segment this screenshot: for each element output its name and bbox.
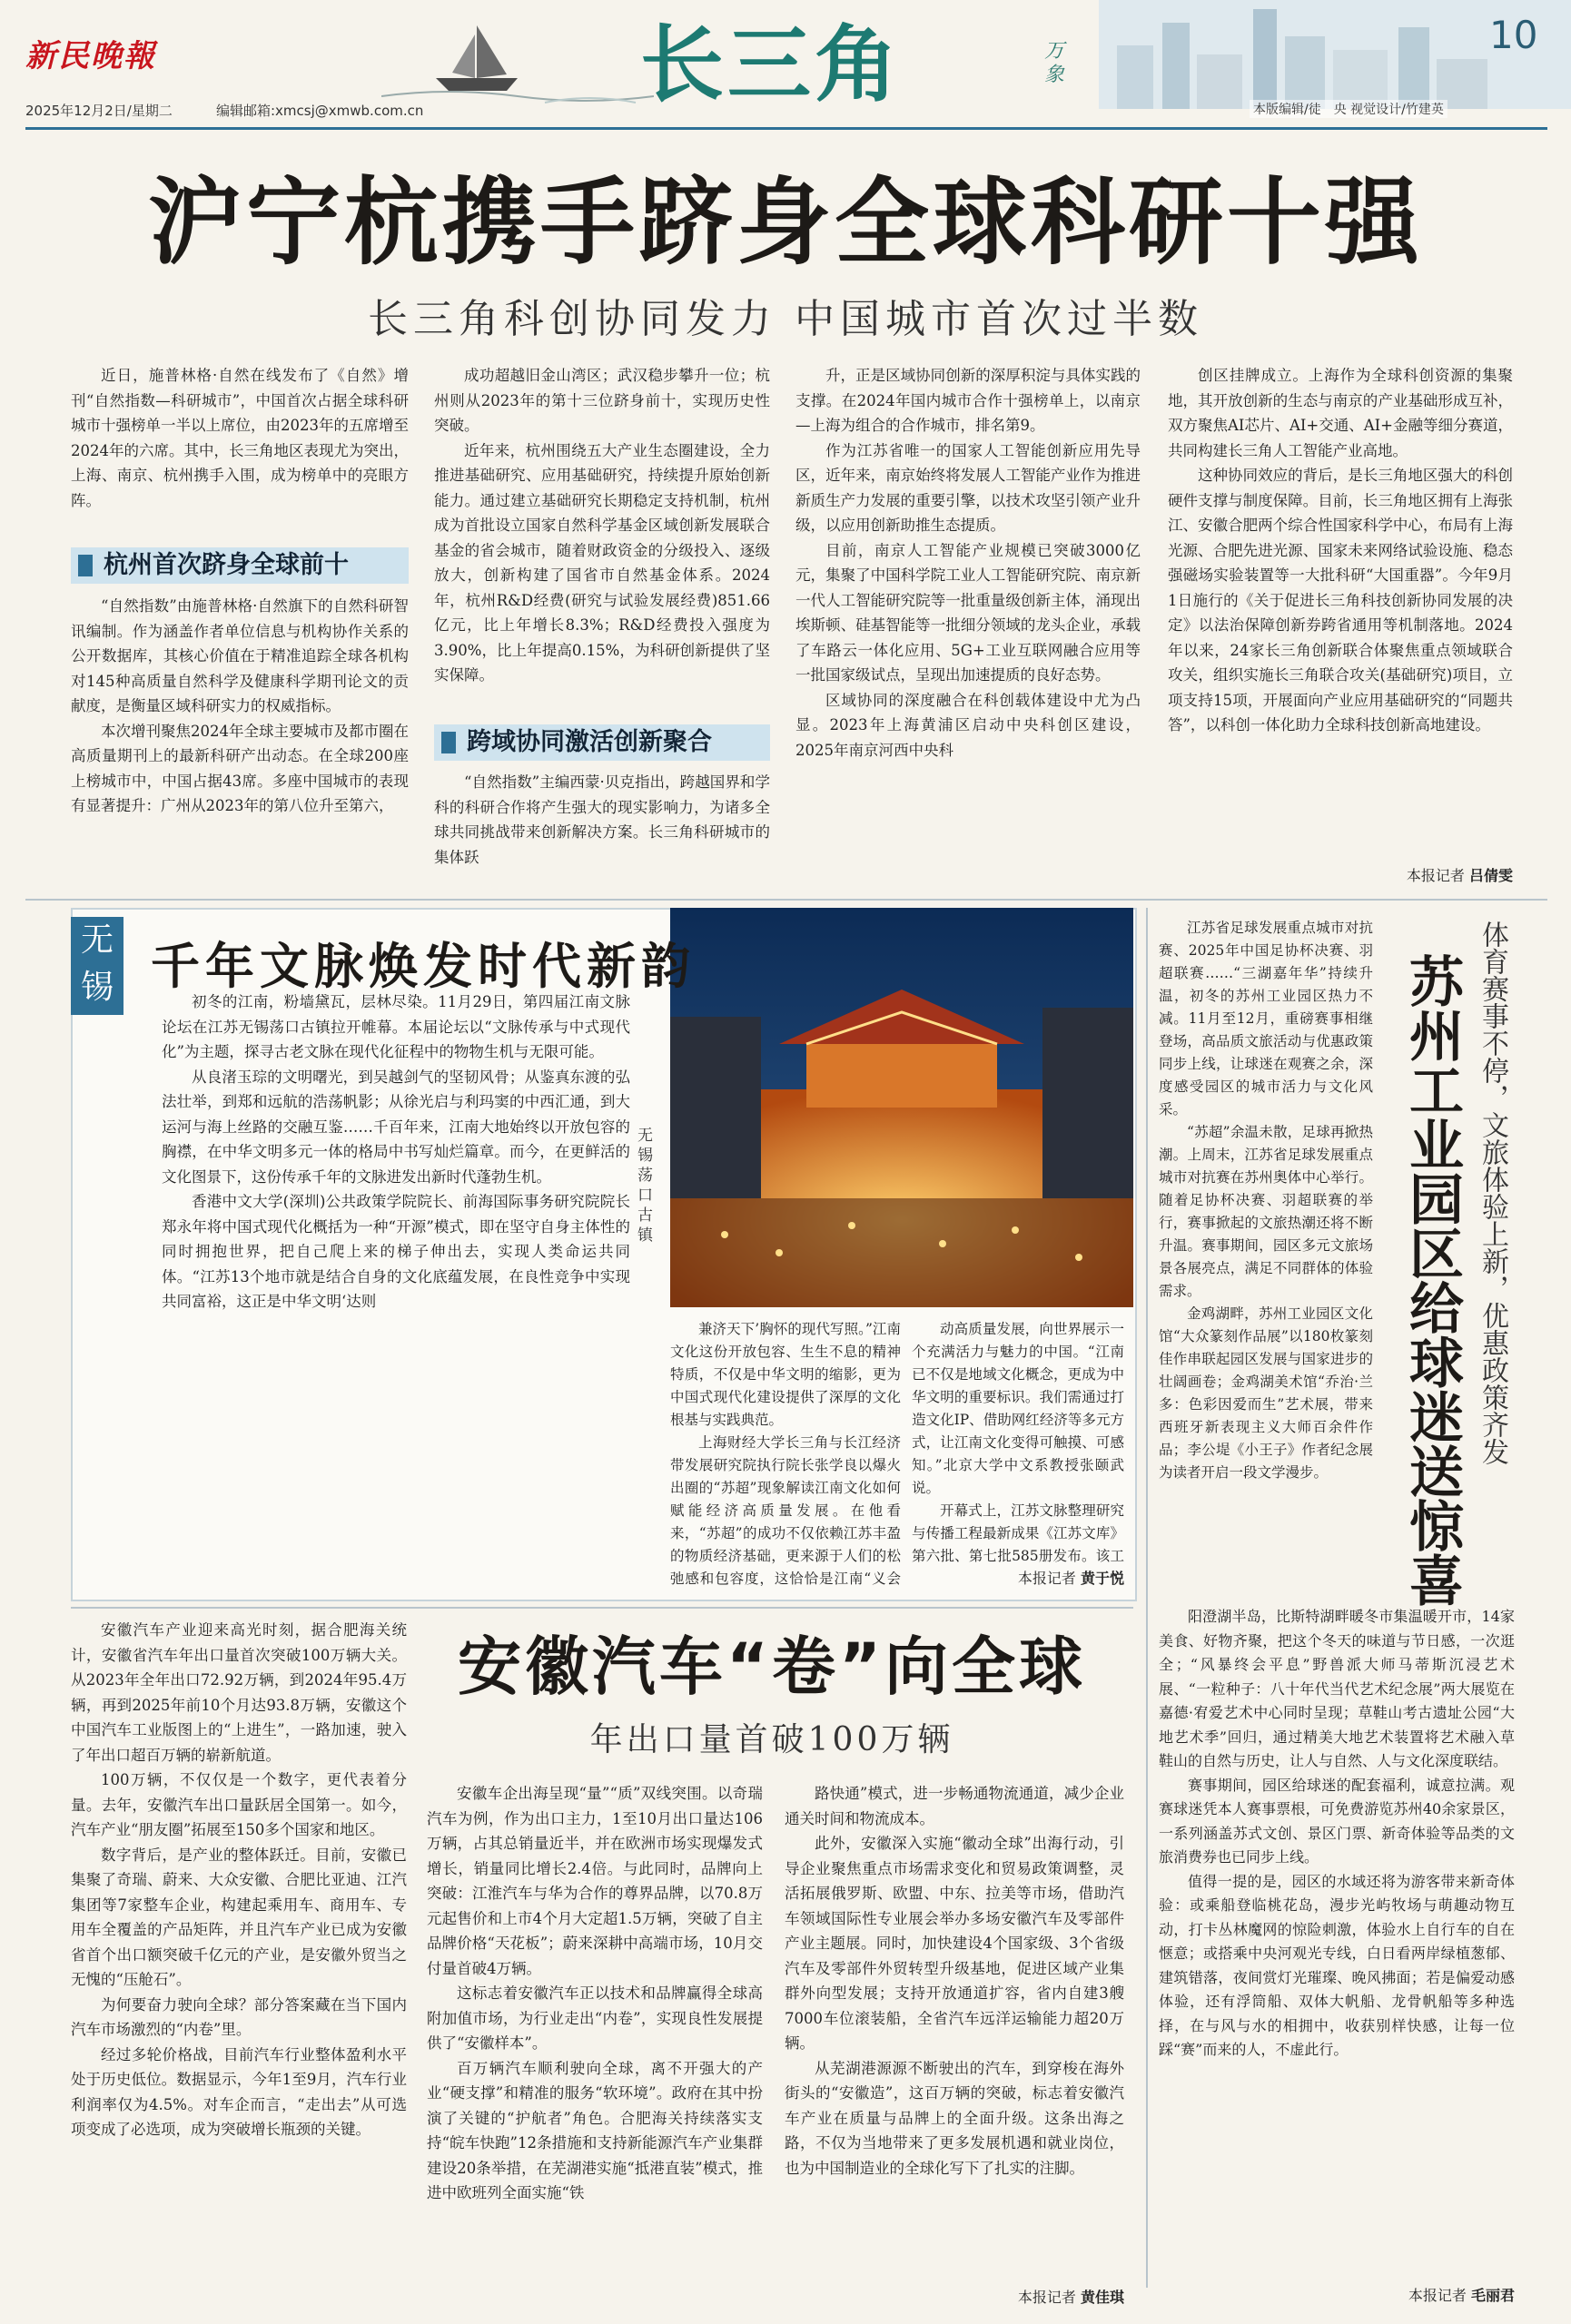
lead-paragraph: 创区挂牌成立。上海作为全球科创资源的集聚地，其开放创新的生态与南京的产业基础形成互补，双方聚焦AI芯片、AI+交通、AI+金融等细分赛道，共同构建长三角人工智能产业高地。 — [1168, 367, 1513, 459]
lead-subhead-cross-region: 跨域协同激活创新聚合 — [434, 724, 770, 761]
section-title: 长三角 — [640, 15, 903, 113]
suzhou-paragraph: “苏超”余温未散，足球再掀热潮。上周末，江苏省足球发展重点城市对抗赛在苏州奥体中心举行。随着足协杯决赛、羽超联赛的举行，赛事掀起的文旅热潮还将不断升温。赛事期间，园区多元文旅场景各展亮点，满足不同群体的体验需求。 — [1159, 1124, 1373, 1299]
wuxi-tag-char: 无 — [80, 921, 114, 959]
lead-paragraph: 升，正是区域协同创新的深厚积淀与具体实践的支撑。在2024年国内城市合作十强榜单上，以南京—上海为组合的合作城市，排名第9。 — [795, 367, 1141, 434]
wuxi-column-2 — [670, 1318, 901, 1586]
suzhou-paragraph: 阳澄湖半岛，比斯特湖畔暖冬市集温暖开市，14家美食、好物齐聚，把这个冬天的味道与节日感，一次逛全；“风暴终会平息”野兽派大师马蒂斯沉浸艺术展、“一粒种子：八十年代当代艺术纪念展”两大展览在嘉德·宥爱艺术中心同时呈现；草鞋山考古遗址公园“大地艺术季”回归，通过精美大地艺术装置将艺术融入草鞋山的自然与历史，让人与自然、人与文化深度联结。 — [1159, 1608, 1515, 1769]
anhui-column-2 — [427, 1781, 763, 2317]
suzhou-kicker: 体育赛事不停，文旅体验上新，优惠政策齐发 — [1477, 921, 1508, 1465]
lead-column-4 — [1168, 363, 1513, 862]
credits: 本版编辑/徒 央 视觉设计/竹建英 — [1250, 100, 1447, 118]
section-divider — [71, 1607, 1133, 1609]
anhui-byline — [785, 2286, 1124, 2307]
lead-paragraph: 区域协同的深度融合在科创载体建设中尤为凸显。2023年上海黄浦区启动中央科创区建设，2025年南京河西中央科 — [795, 691, 1141, 759]
byline-label: 本报记者 — [1406, 867, 1465, 884]
wuxi-paragraph: 开幕式上，江苏文脉整理研究与传播工程最新成果《江苏文库》第六批、第七批585册发布。该工 — [912, 1502, 1124, 1563]
anhui-paragraph: 此外，安徽深入实施“徽动全球”出海行动，引导企业聚焦重点市场需求变化和贸易政策调整，灵活拓展俄罗斯、欧盟、中东、拉美等市场，借助汽车领域国际性专业展会举办多场安徽汽车及零部件产业主题展。同时，加快建设4个国家级、3个省级汽车及零部件外贸转型升级基地，促进区域产业集群外向型发展；支持开放通道扩容，省内自建3艘7000车位滚装船，全省汽车远洋运输能力超20万辆。 — [785, 1835, 1124, 2052]
wuxi-headline: 千年文脉焕发时代新韵 — [151, 938, 696, 995]
anhui-subheadline: 年出口量首破100万辆 — [589, 1721, 954, 1758]
wuxi-photo — [670, 908, 1133, 1307]
byline-label: 本报记者 — [1408, 2287, 1467, 2304]
editor-email: 编辑邮箱:xmcsj@xmwb.com.cn — [216, 103, 424, 119]
lead-paragraph: 近年来，杭州围绕五大产业生态圈建设，全力推进基础研究、应用基础研究，持续提升原始创新能力。通过建立基础研究长期稳定支持机制，杭州成为首批设立国家自然科学基金区域创新发展联合基金的省会城市，随着财政资金的分级投入、逐级放大，创新构建了国省市自然基金体系。2024年，杭州R&D经费(研究与试验发展经费)851.66亿元，比上年增长8.3%；R&D经费投入强度为3.90%，比上年提高0.15%，为科研创新提供了坚实保障。 — [434, 441, 770, 684]
paper-logo: 新民晚報 — [25, 38, 156, 74]
anhui-paragraph: 从芜湖港源源不断驶出的汽车，到穿梭在海外街头的“安徽造”，这百万辆的突破，标志着安徽汽车产业在质量与品牌上的全面升级。这条出海之路，不仅为当地带来了更多发展机遇和就业岗位，也为中国制造业的全球化写下了扎实的注脚。 — [785, 2059, 1124, 2177]
wuxi-paragraph: 上海财经大学长三角与长江经济带发展研究院执行院长张学良以爆火出圈的“苏超”现象解读江南文化如何赋能经济高质量发展。在他看来，“苏超”的成功不仅依赖江苏丰盈的物质经济基础，更来源于人们的松弛感和包容度，这恰恰是江南“义会 — [670, 1434, 901, 1586]
anhui-paragraph: 路快通”模式，进一步畅通物流通道，减少企业通关时间和物流成本。 — [785, 1785, 1124, 1827]
lead-subhead-hangzhou: 杭州首次跻身全球前十 — [71, 547, 409, 584]
lead-column-3 — [795, 363, 1141, 890]
lead-column-2b — [434, 770, 770, 890]
suzhou-column-bottom — [1159, 1605, 1515, 2277]
wuxi-paragraph: 兼济天下’胸怀的现代写照。”江南文化这份开放包容、生生不息的精神特质，不仅是中华文明的缩影，更为中国式现代化建设提供了深厚的文化根基与实践典范。 — [670, 1321, 901, 1428]
boat-illustration-icon — [381, 7, 654, 112]
suzhou-byline — [1159, 2284, 1515, 2305]
anhui-column-3 — [785, 1781, 1124, 2285]
lead-column-1 — [71, 363, 409, 536]
column-divider — [1146, 908, 1148, 2288]
anhui-paragraph: 这标志着安徽汽车正以技术和品牌赢得全球高附加值市场，为行业走出“内卷”，实现良性发展提供了“安徽样本”。 — [427, 1984, 763, 2052]
suzhou-paragraph: 江苏省足球发展重点城市对抗赛、2025年中国足协杯决赛、羽超联赛……“三湖嘉年华”持续升温，初冬的苏州工业园区热力不减。11月至12月，重磅赛事相继登场，高品质文旅活动与优惠政策同步上线，让球迷在观赛之余，深度感受园区的城市活力与文化风采。 — [1159, 920, 1373, 1118]
lead-paragraph: 本次增刊聚焦2024年全球主要城市及都市圈在高质量期刊上的最新科研产出动态。在全球200座上榜城市中，中国占据43席。多座中国城市的表现有显著提升：广州从2023年的第八位升至第六， — [71, 722, 409, 814]
lead-paragraph: 近日，施普林格·自然在线发布了《自然》增刊“自然指数—科研城市”，中国首次占据全球科研城市十强榜单一半以上席位，由2023年的五席增至2024年的六席。其中，长三角地区表现尤为突出，上海、南京、杭州携手入围，成为榜单中的亮眼方阵。 — [71, 367, 409, 509]
anhui-paragraph: 安徽汽车产业迎来高光时刻，据合肥海关统计，安徽省汽车年出口量首次突破100万辆大关。从2023年全年出口72.92万辆，到2024年95.4万辆，再到2025年前10个月达93.8万辆，安徽这个中国汽车工业版图上的“上进生”，一路加速，驶入了年出口超百万辆的崭新航道。 — [71, 1621, 407, 1764]
lead-paragraph: 成功超越旧金山湾区；武汉稳步攀升一位；杭州则从2023年的第十三位跻身前十，实现历史性突破。 — [434, 367, 770, 434]
lead-paragraph: 作为江苏省唯一的国家人工智能创新应用先导区，近年来，南京始终将发展人工智能产业作为推进新质生产力发展的重要引擎，以技术攻坚引领产业升级，以应用创新助推生态提质。 — [795, 441, 1141, 534]
lead-column-2 — [434, 363, 770, 713]
wuxi-paragraph: 初冬的江南，粉墙黛瓦，层林尽染。11月29日，第四届江南文脉论坛在江苏无锡荡口古镇拉开帷幕。本届论坛以“文脉传承与中式现代化”为主题，探寻古老文脉在现代化征程中的物物生机与无限可能。 — [162, 993, 630, 1060]
lead-byline — [1168, 864, 1513, 885]
masthead — [0, 0, 1571, 154]
suzhou-column-top — [1159, 917, 1373, 1598]
byline-label: 本报记者 — [1017, 1570, 1076, 1587]
anhui-paragraph: 经过多轮价格战，目前汽车行业整体盈利水平处于历史低位。数据显示，今年1至9月，汽车行业利润率仅为4.5%。对车企而言，“走出去”从可选项变成了必选项，成为突破增长瓶颈的关键。 — [71, 2045, 407, 2138]
wuxi-column-1 — [162, 990, 630, 1580]
byline-name: 毛丽君 — [1470, 2287, 1515, 2304]
lead-column-1b — [71, 594, 409, 889]
anhui-paragraph: 安徽车企出海呈现“量”“质”双线突围。以奇瑞汽车为例，作为出口主力，1至10月出口量达106万辆，占其总销量近半，并在欧洲市场实现爆发式增长，销量同比增长2.4倍。与此同时，品牌向上突破：江淮汽车与华为合作的尊界品牌，以70.8万元起售价和上市4个月大定超1.5万辆，突破了自主品牌价格“天花板”；蔚来深耕中高端市场，10月交付量首破4万辆。 — [427, 1785, 763, 1977]
lead-subheadline: 长三角科创协同发力 中国城市首次过半数 — [368, 296, 1203, 342]
anhui-paragraph: 100万辆，不仅仅是一个数字，更代表着分量。去年，安徽汽车出口量跃居全国第一。如今，汽车产业“朋友圈”拓展至150多个国家和地区。 — [71, 1771, 407, 1838]
suzhou-paragraph: 金鸡湖畔，苏州工业园区文化馆“大众篆刻作品展”以180枚篆刻佳作串联起园区发展与国家进步的壮阔画卷；金鸡湖美术馆“乔治·兰多：色彩因爱而生”艺术展，带来西班牙新表现主义大师百余件作品；李公堤《小王子》作者纪念展为读者开启一段文学漫步。 — [1159, 1305, 1373, 1481]
lead-paragraph: “自然指数”主编西蒙·贝克指出，跨越国界和学科的科研合作将产生强大的现实影响力，为诸多全球共同挑战带来创新解决方案。长三角科研城市的集体跃 — [434, 773, 770, 866]
masthead-divider — [25, 127, 1547, 130]
wuxi-paragraph: 从良渚玉琮的文明曙光，到吴越剑气的坚韧风骨；从鉴真东渡的弘法壮举，到郑和远航的浩荡帆影；从徐光启与利玛窦的中西汇通，到大运河与海上丝路的交融互鉴……千百年来，江南大地始终以开放包容的胸襟，在中华文明多元一体的格局中书写灿烂篇章。而今，在更鲜活的文化图景下，这份传承千年的文脉进发出新时代蓬勃生机。 — [162, 1068, 630, 1186]
anhui-headline: 安徽汽车“卷”向全球 — [457, 1630, 1086, 1704]
anhui-column-1 — [71, 1618, 407, 2308]
section-divider — [25, 899, 1547, 901]
suzhou-headline: 苏州工业园区给球迷送惊喜 — [1400, 953, 1464, 1607]
wuxi-photo-caption: 无锡荡口古镇 — [637, 1127, 653, 1245]
wuxi-tag-char: 锡 — [80, 969, 114, 1006]
anhui-paragraph: 数字背后，是产业的整体跃迁。目前，安徽已集聚了奇瑞、蔚来、大众安徽、合肥比亚迪、江汽集团等7家整车企业，构建起乘用车、商用车、专用车全覆盖的产品矩阵，并且汽车产业已成为安徽省首个出口额突破千亿元的产业，是安徽外贸当之无愧的“压舱石”。 — [71, 1846, 407, 1988]
byline-name: 黄佳琪 — [1080, 2289, 1124, 2306]
anhui-paragraph: 百万辆汽车顺利驶向全球，离不开强大的产业“硬支撑”和精准的服务“软环境”。政府在其中扮演了关键的“护航者”角色。合肥海关持续落实支持“皖车快跑”12条措施和支持新能源汽车产业集群建设20条举措，在芜湖港实施“抵港直装”模式，推进中欧班列全面实施“铁 — [427, 2059, 763, 2201]
section-subtitle: 万象 — [1044, 40, 1065, 86]
lead-paragraph: “自然指数”由施普林格·自然旗下的自然科研智讯编制。作为涵盖作者单位信息与机构协作关系的公开数据库，其核心价值在于精准追踪全球各机构对145种高质量自然科学及健康科学期刊论文的贡献度，是衡量区域科研实力的权威指标。 — [71, 597, 409, 714]
wuxi-paragraph: 动高质量发展，向世界展示一个充满活力与魅力的中国。“江南已不仅是地域文化概念，更成为中华文明的重要标识。我们需通过打造文化IP、借助网红经济等多元方式，让江南文化变得可触摸、可感知。”北京大学中文系教授张颐武说。 — [912, 1321, 1124, 1496]
suzhou-paragraph: 赛事期间，园区给球迷的配套福利，诚意拉满。观赛球迷凭本人赛事票根，可免费游览苏州40余家景区，一系列涵盖苏式文创、景区门票、新奇体验等品类的文旅消费券也已同步上线。 — [1159, 1776, 1515, 1866]
byline-name: 黄于悦 — [1080, 1570, 1124, 1587]
wuxi-tag — [71, 917, 124, 1015]
lead-headline: 沪宁杭携手跻身全球科研十强 — [147, 167, 1423, 278]
date-line: 2025年12月2日/星期二 — [25, 103, 173, 119]
anhui-paragraph: 为何要奋力驶向全球？部分答案藏在当下国内汽车市场激烈的“内卷”里。 — [71, 1995, 407, 2038]
wuxi-paragraph: 香港中文大学(深圳)公共政策学院院长、前海国际事务研究院院长郑永年将中国式现代化概括为一种“开源”模式，即在坚守自身主体性的同时拥抱世界，把自己爬上来的梯子伸出去，实现人类命运共同体。“江苏13个地市就是结合自身的文化底蕴发展，在良性竞争中实现共同富裕，这正是中华文明‘达则 — [162, 1193, 630, 1310]
page-number: 10 — [1489, 13, 1538, 57]
wuxi-column-3 — [912, 1318, 1124, 1563]
wuxi-byline — [912, 1567, 1124, 1588]
byline-name: 吕倩雯 — [1468, 867, 1513, 884]
lead-paragraph: 目前，南京人工智能产业规模已突破3000亿元，集聚了中国科学院工业人工智能研究院、南京新一代人工智能研究院等一批重量级创新主体，涌现出埃斯顿、硅基智能等一批细分领域的龙头企业，承载了车路云一体化应用、5G+工业互联网融合应用等一批国家级试点，呈现出加速提质的良好态势。 — [795, 541, 1141, 684]
byline-label: 本报记者 — [1017, 2289, 1076, 2306]
lead-paragraph: 这种协同效应的背后，是长三角地区强大的科创硬件支撑与制度保障。目前，长三角地区拥有上海张江、安徽合肥两个综合性国家科学中心，布局有上海光源、合肥先进光源、国家未来网络试验设施、稳态强磁场实验装置等一大批科研“大国重器”。今年9月1日施行的《关于促进长三角科技创新协同发展的决定》以法治保障创新券跨省通用等机制落地。2024年以来，24家长三角创新联合体聚焦重点领域联合攻关，组织实施长三角联合攻关(基础研究)项目，立项支持15项，开展面向产业应用基础研究的“同题共答”，以科创一体化助力全球科技创新高地建设。 — [1168, 467, 1513, 734]
suzhou-paragraph: 值得一提的是，园区的水域还将为游客带来新奇体验：或乘船登临桃花岛，漫步光屿牧场与萌趣动物互动，打卡丛林魔网的惊险刺激，体验水上自行车的自在惬意；或搭乘中央河观光专线，白日看两岸绿植葱郁、建筑错落，夜间赏灯光璀璨、晚风拂面；若是偏爱动感体验，还有浮筒船、双体大帆船、龙骨帆船等多种选择，在与风与水的相拥中，收获别样快感，让每一位踩“赛”而来的人，不虚此行。 — [1159, 1872, 1515, 2058]
